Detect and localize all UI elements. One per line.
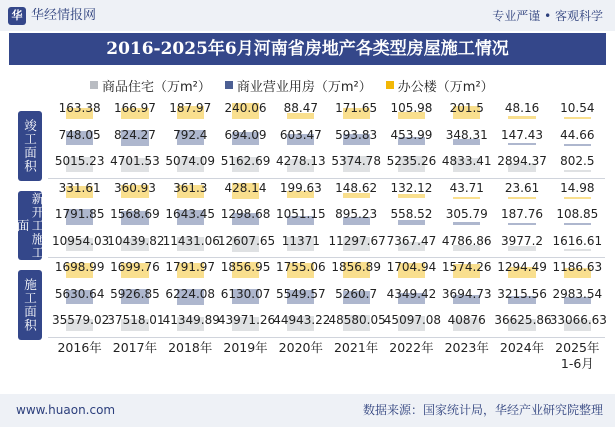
value-label-commercial-g1-4: 1051.15 xyxy=(276,207,326,221)
value-label-residential-g1-8: 3977.2 xyxy=(501,233,544,248)
value-label-residential-g1-6: 7367.47 xyxy=(386,233,437,248)
value-label-residential-g0-8: 2894.37 xyxy=(497,154,547,168)
value-label-office-g0-4: 88.47 xyxy=(283,101,319,115)
data-source: 数据来源：国家统计局，华经产业研究院整理 xyxy=(362,403,603,417)
value-label-residential-g0-0: 5015.23 xyxy=(54,154,105,168)
bar-commercial-g0-8 xyxy=(508,143,535,146)
value-label-office-g2-0: 1698.99 xyxy=(54,260,105,274)
x-tick-label-8: 2024年 xyxy=(499,339,545,355)
legend-swatch-residential xyxy=(90,81,98,89)
value-label-commercial-g0-2: 792.4 xyxy=(173,127,208,142)
x-tick-label-7: 2023年 xyxy=(444,339,489,355)
value-label-commercial-g1-3: 1298.68 xyxy=(220,207,271,221)
value-label-office-g1-9: 14.98 xyxy=(560,180,595,195)
footer-bar xyxy=(0,394,615,427)
value-label-residential-g1-5: 11297.67 xyxy=(328,233,386,248)
value-label-commercial-g0-3: 694.09 xyxy=(224,127,267,142)
value-label-office-g0-5: 171.65 xyxy=(335,101,378,115)
value-label-commercial-g2-9: 2983.54 xyxy=(552,286,603,301)
value-label-office-g0-7: 201.5 xyxy=(449,101,484,115)
x-tick-label-4: 2020年 xyxy=(278,339,323,355)
value-label-office-g2-1: 1699.76 xyxy=(110,260,160,274)
group-label-text-1: 新开工施工面 xyxy=(15,191,45,259)
value-label-office-g1-7: 43.71 xyxy=(449,180,484,195)
legend-label-office: 办公楼（万m²） xyxy=(397,79,494,95)
legend-item-commercial xyxy=(225,75,372,95)
value-label-residential-g0-1: 4701.53 xyxy=(110,154,160,168)
value-label-commercial-g0-0: 748.05 xyxy=(58,127,101,142)
value-label-residential-g2-2: 41349.89 xyxy=(162,313,220,327)
value-label-commercial-g2-1: 5926.85 xyxy=(110,286,160,301)
x-tick-label-3: 2019年 xyxy=(223,339,268,355)
value-label-commercial-g1-9: 108.85 xyxy=(556,207,599,221)
value-label-office-g1-4: 199.63 xyxy=(279,180,322,195)
value-label-residential-g0-4: 4278.13 xyxy=(276,154,326,168)
x-tick-label-1: 2017年 xyxy=(112,339,158,355)
value-label-office-g0-1: 166.97 xyxy=(113,101,156,115)
value-label-residential-g1-0: 10954.03 xyxy=(52,233,110,248)
chart-title: 2016-2025年6月河南省房地产各类型房屋施工情况 xyxy=(106,39,509,59)
value-label-residential-g2-5: 48580.05 xyxy=(328,313,386,327)
group-separator-0 xyxy=(48,178,605,179)
value-label-office-g2-5: 1856.89 xyxy=(331,260,381,274)
x-tick-label-2: 2018年 xyxy=(168,339,213,355)
value-label-residential-g0-7: 4833.41 xyxy=(441,154,492,168)
value-label-residential-g1-7: 4786.86 xyxy=(441,233,492,248)
value-label-office-g0-8: 48.16 xyxy=(504,101,540,115)
value-label-office-g1-0: 331.61 xyxy=(58,180,101,195)
value-label-commercial-g0-7: 348.31 xyxy=(445,127,488,142)
bar-office-g1-9 xyxy=(564,197,591,199)
legend-item-office xyxy=(386,75,494,95)
bar-office-g1-8 xyxy=(508,197,535,199)
value-label-office-g2-3: 1856.95 xyxy=(220,260,271,274)
value-label-office-g0-9: 10.54 xyxy=(560,101,595,115)
group-label-1 xyxy=(15,191,45,261)
group-separator-1 xyxy=(48,257,605,258)
value-label-office-g2-6: 1704.94 xyxy=(386,260,437,274)
value-label-residential-g0-3: 5162.69 xyxy=(220,154,271,168)
title-bar xyxy=(9,33,606,65)
value-label-residential-g2-4: 44943.22 xyxy=(273,313,331,327)
value-label-office-g0-0: 163.38 xyxy=(58,101,101,115)
legend-label-residential: 商品住宅（万m²） xyxy=(102,79,211,95)
group-label-text-0: 竣工面积 xyxy=(22,118,38,173)
group-label-text-2: 施工面积 xyxy=(22,277,38,332)
value-label-commercial-g2-0: 5630.64 xyxy=(54,286,105,301)
bar-commercial-g1-9 xyxy=(564,223,591,225)
value-label-residential-g1-4: 11371 xyxy=(281,233,320,248)
legend-item-residential xyxy=(90,75,211,95)
value-label-commercial-g1-7: 305.79 xyxy=(445,207,488,221)
value-label-commercial-g2-2: 6224.08 xyxy=(165,286,216,301)
value-label-office-g1-1: 360.93 xyxy=(113,180,156,195)
value-label-residential-g2-9: 33066.63 xyxy=(549,313,607,327)
value-label-commercial-g1-5: 895.23 xyxy=(335,207,378,221)
value-label-residential-g1-3: 12607.65 xyxy=(217,233,276,248)
value-label-commercial-g2-3: 6130.07 xyxy=(220,286,271,301)
value-label-residential-g1-9: 1616.61 xyxy=(552,233,603,248)
value-label-residential-g1-2: 11431.06 xyxy=(162,233,220,248)
value-label-office-g2-9: 1186.63 xyxy=(552,260,603,274)
value-label-office-g0-6: 105.98 xyxy=(390,101,433,115)
value-label-commercial-g0-4: 603.47 xyxy=(279,127,322,142)
bar-commercial-g0-9 xyxy=(564,144,591,146)
group-label-2 xyxy=(18,270,42,340)
value-label-residential-g2-6: 45097.08 xyxy=(383,313,442,327)
brand-logo-icon: 华 xyxy=(8,7,26,25)
value-label-commercial-g0-5: 593.83 xyxy=(335,127,378,142)
x-tick-label-9: 2025年 1-6月 xyxy=(555,339,600,371)
value-label-commercial-g0-6: 453.99 xyxy=(390,127,433,142)
value-label-commercial-g0-1: 824.27 xyxy=(113,127,156,142)
value-label-office-g1-3: 428.14 xyxy=(224,180,267,195)
value-label-office-g1-6: 132.12 xyxy=(390,180,433,195)
bar-residential-g1-9 xyxy=(564,249,591,251)
value-label-commercial-g2-6: 4349.42 xyxy=(386,286,437,301)
legend-label-commercial: 商业营业用房（万m²） xyxy=(236,79,372,95)
value-label-commercial-g1-8: 187.76 xyxy=(501,207,544,221)
value-label-office-g1-5: 148.62 xyxy=(335,180,378,195)
brand-name: 华经情报网 xyxy=(31,8,97,23)
value-label-residential-g2-7: 40876 xyxy=(447,313,486,327)
value-label-office-g2-4: 1755.06 xyxy=(276,260,326,274)
value-label-commercial-g2-7: 3694.73 xyxy=(441,286,492,301)
bar-commercial-g1-7 xyxy=(453,222,480,225)
value-label-residential-g0-9: 802.5 xyxy=(560,154,595,168)
value-label-office-g0-3: 240.06 xyxy=(224,101,267,115)
x-tick-label-6: 2022年 xyxy=(389,339,434,355)
value-label-commercial-g2-8: 3215.56 xyxy=(497,286,547,301)
bar-commercial-g1-8 xyxy=(508,223,535,225)
value-label-commercial-g0-9: 44.66 xyxy=(560,127,595,142)
value-label-residential-g2-1: 37518.01 xyxy=(107,313,165,327)
value-label-commercial-g1-2: 1643.45 xyxy=(165,207,216,221)
brand-motto: 专业严谨 • 客观科学 xyxy=(492,9,603,23)
value-label-residential-g1-1: 10439.82 xyxy=(107,233,165,248)
x-tick-label-5: 2021年 xyxy=(333,339,379,355)
legend-swatch-commercial xyxy=(225,81,233,89)
chart-legend xyxy=(90,75,494,95)
value-label-office-g0-2: 187.97 xyxy=(169,101,212,115)
bar-office-g0-9 xyxy=(564,117,591,119)
bar-residential-g0-9 xyxy=(564,170,591,172)
value-label-residential-g0-2: 5074.09 xyxy=(165,154,216,168)
value-label-residential-g2-8: 36625.86 xyxy=(494,313,552,327)
group-label-0 xyxy=(18,111,42,181)
value-label-residential-g0-5: 5374.78 xyxy=(331,154,381,168)
value-label-commercial-g0-8: 147.43 xyxy=(501,127,544,142)
value-label-commercial-g1-6: 558.52 xyxy=(390,207,433,221)
website-url: www.huaon.com xyxy=(16,403,116,417)
top-banner xyxy=(0,0,615,31)
value-label-office-g1-8: 23.61 xyxy=(504,180,540,195)
value-label-residential-g2-0: 35579.02 xyxy=(52,313,110,327)
value-label-residential-g2-3: 43971.26 xyxy=(217,313,276,327)
value-label-commercial-g1-0: 1791.85 xyxy=(54,207,105,221)
value-label-residential-g0-6: 5235.26 xyxy=(386,154,437,168)
value-label-office-g1-2: 361.3 xyxy=(173,180,208,195)
value-label-office-g2-8: 1294.49 xyxy=(497,260,547,274)
group-separator-2 xyxy=(48,337,605,338)
value-label-commercial-g1-1: 1568.69 xyxy=(110,207,160,221)
value-label-office-g2-2: 1791.97 xyxy=(165,260,216,274)
legend-swatch-office xyxy=(386,81,394,89)
value-label-office-g2-7: 1574.26 xyxy=(441,260,492,274)
x-tick-label-0: 2016年 xyxy=(57,339,102,355)
bar-office-g1-7 xyxy=(453,197,480,199)
value-label-commercial-g2-4: 5549.57 xyxy=(276,286,326,301)
value-label-commercial-g2-5: 5260.7 xyxy=(335,286,378,301)
bar-office-g0-8 xyxy=(508,116,535,119)
